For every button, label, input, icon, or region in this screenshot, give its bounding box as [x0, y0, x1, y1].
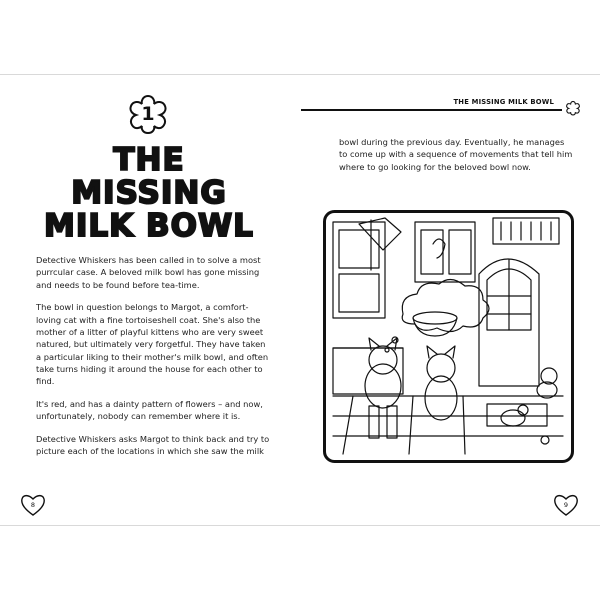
paragraph: It's red, and has a dainty pattern of flowers – and now, unfortunately, nobody can remember where it is.: [36, 398, 263, 422]
chapter-title-line: MILK BOWL: [44, 208, 254, 244]
right-column-text: [339, 136, 573, 183]
puzzle-illustration: [323, 210, 574, 463]
paragraph: Detective Whiskers has been called in to solve a most purrcular case. A beloved milk bowl has gone missing and needs to be found before tea-time.: [36, 255, 261, 290]
chapter-number: 1: [141, 103, 155, 125]
chapter-title-line: THE: [113, 142, 185, 178]
paragraph: The bowl in question belongs to Margot, a comfort-loving cat with a fine tortoiseshell coat. She's also the mother of a litter of playful kittens who are very sweet natured, but ultimately very forgetful. They have taken a particular liking to their mother's milk bowl, and often take turns hiding it around the house for each other to find.: [36, 302, 269, 387]
bottom-page-border: [0, 525, 600, 526]
page-number-left: 8: [30, 501, 36, 509]
chapter-title: [40, 144, 258, 243]
chapter-title-line: MISSING: [71, 175, 227, 211]
running-head-rule: [301, 109, 562, 111]
top-page-border: [0, 74, 600, 75]
left-column-text: [36, 254, 272, 468]
page-number-right: 9: [563, 501, 569, 509]
flower-icon: [565, 100, 581, 116]
paragraph: Detective Whiskers asks Margot to think back and try to picture each of the locations in which she saw the milk: [36, 434, 270, 457]
running-head: THE MISSING MILK BOWL: [453, 98, 554, 106]
paragraph: bowl during the previous day. Eventually, he manages to come up with a sequence of movements that tell him where to go looking for the beloved bowl now.: [339, 137, 573, 172]
